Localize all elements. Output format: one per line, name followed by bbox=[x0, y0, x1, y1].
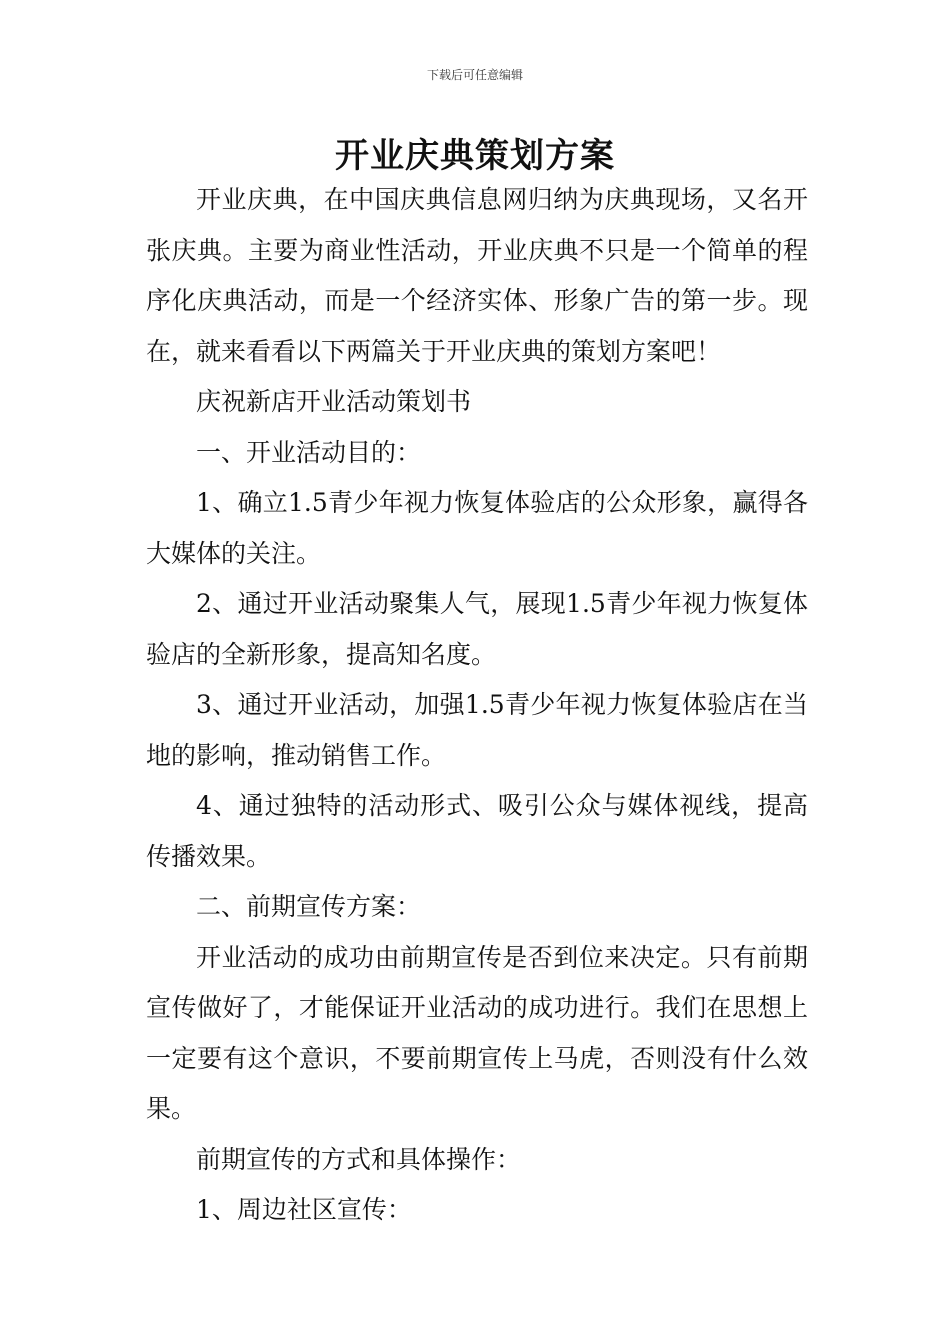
section-heading-plan: 庆祝新店开业活动策划书 bbox=[196, 387, 472, 416]
section-heading-goals: 一、开业活动目的： bbox=[196, 437, 422, 467]
goal-item-1: 1、确立1.5青少年视力恢复体验店的公众形象，赢得各大媒体的关注。 bbox=[146, 488, 808, 568]
promotion-paragraph: 开业活动的成功由前期宣传是否到位来决定。只有前期宣传做好了，才能保证开业活动的成功进行。我们在思想上一定要有这个意识，不要前期宣传上马虎，否则没有什么效果。 bbox=[146, 942, 808, 1123]
promotion-method-item-1: 1、周边社区宣传： bbox=[196, 1195, 412, 1224]
intro-paragraph: 开业庆典，在中国庆典信息网归纳为庆典现场，又名开张庆典。主要为商业性活动，开业庆典不只是一个简单的程序化庆典活动，而是一个经济实体、形象广告的第一步。现在，就来看看以下两篇关于开业庆典的策划方案吧！ bbox=[146, 185, 808, 366]
promotion-methods-heading: 前期宣传的方式和具体操作： bbox=[196, 1144, 522, 1174]
goal-item-2: 2、通过开业活动聚集人气，展现1.5青少年视力恢复体验店的全新形象，提高知名度。 bbox=[146, 589, 808, 669]
goal-item-3: 3、通过开业活动，加强1.5青少年视力恢复体验店在当地的影响，推动销售工作。 bbox=[146, 690, 808, 770]
header-note: 下载后可任意编辑 bbox=[426, 68, 523, 82]
document-title: 开业庆典策划方案 bbox=[335, 136, 615, 176]
section-heading-promotion: 二、前期宣传方案： bbox=[196, 892, 422, 921]
goal-item-4: 4、通过独特的活动形式、吸引公众与媒体视线，提高传播效果。 bbox=[146, 791, 808, 871]
document-body bbox=[146, 175, 808, 1236]
